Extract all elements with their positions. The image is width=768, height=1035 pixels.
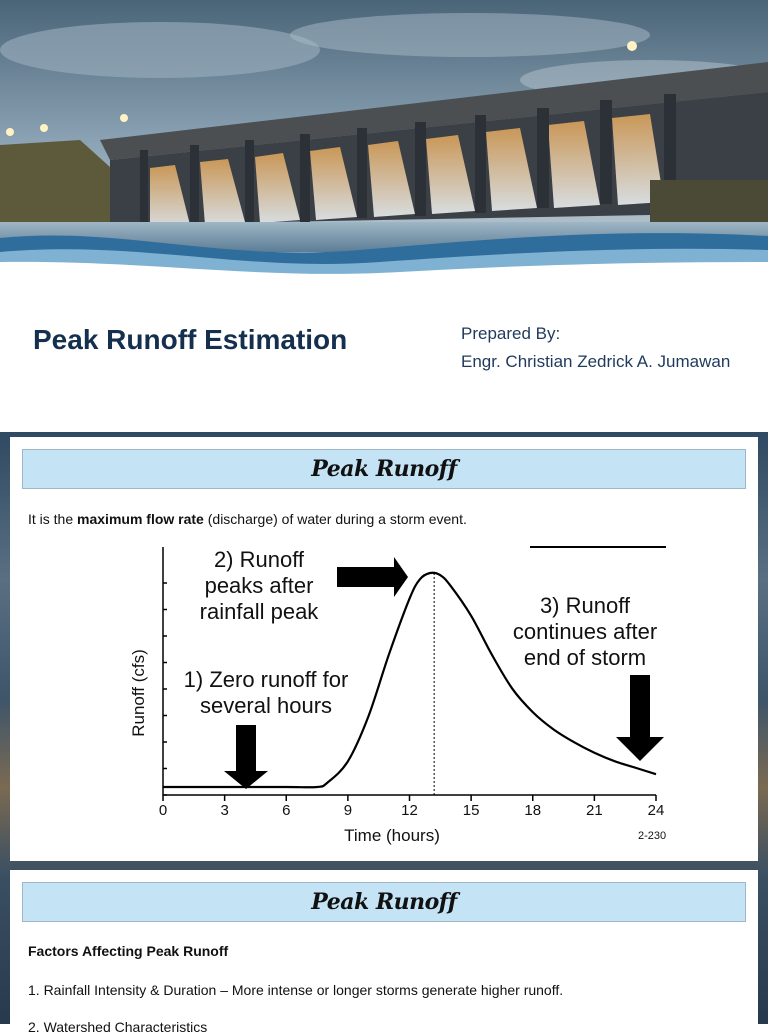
- prepared-by-label: Prepared By:: [461, 324, 561, 343]
- annotation-after-line2: continues after: [512, 619, 658, 644]
- hydrograph-chart: [110, 543, 670, 859]
- slide-banner: [22, 882, 746, 922]
- x-tick-label: 9: [343, 802, 353, 819]
- annotation-peak-line1: 2) Runoff: [213, 547, 305, 572]
- title-slide: [0, 0, 768, 432]
- definition-prefix: It is the: [28, 511, 78, 527]
- banner-title: Peak Runoff: [311, 889, 457, 915]
- x-tick-label: 12: [401, 802, 418, 819]
- arrow-down-icon: [616, 675, 664, 761]
- figure-code: 2-230: [638, 830, 667, 842]
- arrow-right-icon: [337, 557, 408, 597]
- x-tick-label: 0: [158, 802, 168, 819]
- definition-bold: maximum flow rate: [77, 511, 204, 527]
- factors-heading: Factors Affecting Peak Runoff: [28, 943, 229, 959]
- x-tick-label: 18: [524, 802, 542, 819]
- arrow-down-icon: [224, 725, 268, 789]
- presentation-title: Peak Runoff Estimation: [33, 324, 348, 355]
- annotation-zero-line1: 1) Zero runoff for: [183, 667, 349, 692]
- factors-slide: [10, 870, 758, 1035]
- x-tick-label: 24: [647, 802, 665, 819]
- annotation-peak-line3: rainfall peak: [199, 599, 319, 624]
- factor-item-2: 2. Watershed Characteristics: [28, 1019, 208, 1035]
- author-name: Engr. Christian Zedrick A. Jumawan: [461, 352, 731, 371]
- annotation-after-line1: 3) Runoff: [539, 593, 631, 618]
- x-tick-label: 15: [462, 802, 480, 819]
- x-axis-label: Time (hours): [344, 826, 440, 845]
- definition-text: [28, 511, 467, 527]
- factor-item-1: 1. Rainfall Intensity & Duration – More intense or longer storms generate higher runoff.: [28, 982, 564, 998]
- y-axis-label: Runoff (cfs): [129, 649, 148, 737]
- x-tick-label: 21: [586, 802, 603, 819]
- annotation-peak-line2: peaks after: [204, 573, 314, 598]
- annotation-zero-line2: several hours: [199, 693, 333, 718]
- slide-banner: [22, 449, 746, 489]
- annotation-after-line3: end of storm: [523, 645, 647, 670]
- x-tick-label: 6: [282, 802, 291, 819]
- definition-suffix: (discharge) of water during a storm event.: [203, 511, 467, 527]
- x-tick-label: 3: [220, 802, 229, 819]
- dam-hero-image: [0, 0, 768, 280]
- banner-title: Peak Runoff: [311, 456, 457, 482]
- peak-runoff-definition-slide: [10, 437, 758, 861]
